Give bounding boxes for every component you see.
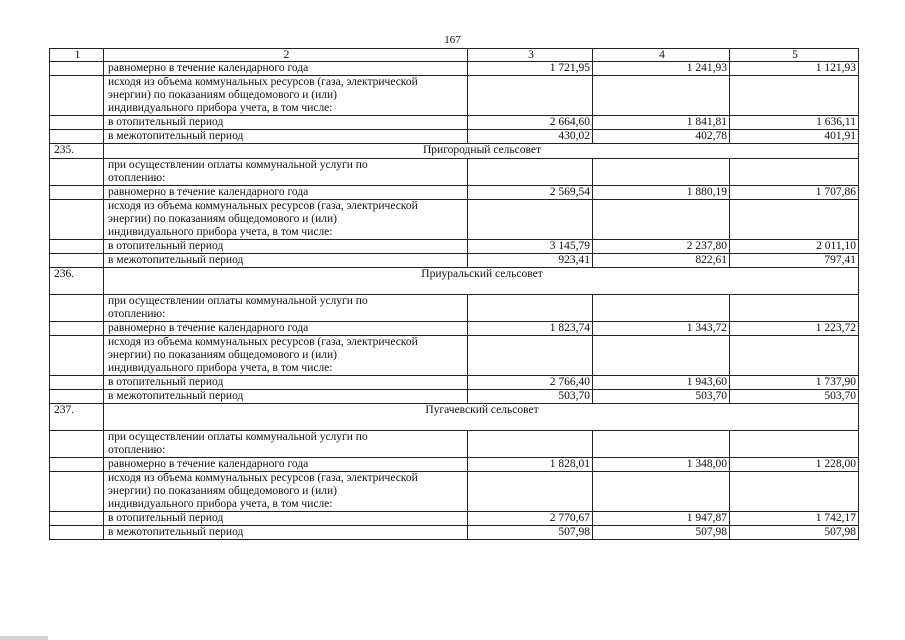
table-row <box>50 116 859 130</box>
value-cell <box>730 431 859 458</box>
value-cell <box>730 76 859 116</box>
value-cell: 2 237,80 <box>593 240 730 254</box>
value-cell <box>468 431 593 458</box>
row-label: в отопительный период <box>104 240 468 254</box>
value-cell <box>468 336 593 376</box>
column-header: 5 <box>730 49 859 62</box>
index-cell <box>50 200 104 240</box>
column-header: 1 <box>50 49 104 62</box>
index-cell <box>50 390 104 404</box>
value-cell: 1 721,95 <box>468 62 593 76</box>
table-row <box>50 390 859 404</box>
index-cell <box>50 240 104 254</box>
label-line: отоплению: <box>108 444 166 456</box>
index-cell <box>50 186 104 200</box>
index-cell <box>50 295 104 322</box>
label-line: исходя из объема коммунальных ресурсов (газа, электрической <box>108 76 418 88</box>
table-row <box>50 431 859 458</box>
label-line: при осуществлении оплаты коммунальной услуги по <box>108 159 368 171</box>
index-cell <box>50 526 104 540</box>
row-label: в межотопительный период <box>104 390 468 404</box>
index-cell <box>50 116 104 130</box>
page-number: 167 <box>444 34 461 46</box>
section-index: 237. <box>50 404 104 431</box>
value-cell: 1 828,01 <box>468 458 593 472</box>
value-cell: 1 880,19 <box>593 186 730 200</box>
table-row <box>50 130 859 144</box>
row-label: в отопительный период <box>104 512 468 526</box>
index-cell <box>50 376 104 390</box>
value-cell <box>593 336 730 376</box>
value-cell <box>593 431 730 458</box>
value-cell: 1 348,00 <box>593 458 730 472</box>
value-cell: 923,41 <box>468 254 593 268</box>
table-row <box>50 186 859 200</box>
index-cell <box>50 512 104 526</box>
table-row <box>50 376 859 390</box>
section-row <box>50 404 859 431</box>
value-cell: 1 823,74 <box>468 322 593 336</box>
label-line: индивидуального прибора учета, в том числе: <box>108 102 333 114</box>
label-line: при осуществлении оплаты коммунальной услуги по <box>108 295 368 307</box>
row-label <box>104 159 468 186</box>
row-label <box>104 200 468 240</box>
section-title: Пугачевский сельсовет <box>104 404 859 431</box>
value-cell: 2 766,40 <box>468 376 593 390</box>
value-cell: 1 636,11 <box>730 116 859 130</box>
table-row <box>50 159 859 186</box>
table-row <box>50 240 859 254</box>
value-cell: 2 011,10 <box>730 240 859 254</box>
value-cell <box>468 200 593 240</box>
value-cell <box>593 472 730 512</box>
value-cell: 1 943,60 <box>593 376 730 390</box>
value-cell <box>593 295 730 322</box>
value-cell <box>730 336 859 376</box>
value-cell: 401,91 <box>730 130 859 144</box>
row-label: в межотопительный период <box>104 254 468 268</box>
index-cell <box>50 322 104 336</box>
value-cell: 1 343,72 <box>593 322 730 336</box>
value-cell: 430,02 <box>468 130 593 144</box>
column-header: 3 <box>468 49 593 62</box>
row-label <box>104 76 468 116</box>
label-line: отоплению: <box>108 308 166 320</box>
value-cell: 2 664,60 <box>468 116 593 130</box>
label-line: энергии) по показаниям общедомового и (или) <box>108 89 337 101</box>
value-cell <box>468 295 593 322</box>
table-row <box>50 336 859 376</box>
value-cell: 503,70 <box>593 390 730 404</box>
table-row <box>50 254 859 268</box>
section-title: Пригородный сельсовет <box>104 144 859 159</box>
section-row <box>50 268 859 295</box>
label-line: при осуществлении оплаты коммунальной услуги по <box>108 431 368 443</box>
value-cell: 2 770,67 <box>468 512 593 526</box>
value-cell: 507,98 <box>468 526 593 540</box>
column-header: 2 <box>104 49 468 62</box>
value-cell <box>730 295 859 322</box>
value-cell: 1 841,81 <box>593 116 730 130</box>
table-row <box>50 295 859 322</box>
row-label <box>104 431 468 458</box>
value-cell <box>468 76 593 116</box>
label-line: исходя из объема коммунальных ресурсов (газа, электрической <box>108 336 418 348</box>
value-cell: 2 569,54 <box>468 186 593 200</box>
value-cell: 1 241,93 <box>593 62 730 76</box>
value-cell: 503,70 <box>468 390 593 404</box>
value-cell <box>593 159 730 186</box>
row-label: в межотопительный период <box>104 526 468 540</box>
table-header-row <box>50 49 859 62</box>
value-cell: 507,98 <box>730 526 859 540</box>
value-cell: 402,78 <box>593 130 730 144</box>
row-label: в отопительный период <box>104 376 468 390</box>
value-cell: 1 737,90 <box>730 376 859 390</box>
table-row <box>50 526 859 540</box>
row-label: в межотопительный период <box>104 130 468 144</box>
index-cell <box>50 431 104 458</box>
value-cell: 822,61 <box>593 254 730 268</box>
row-label <box>104 295 468 322</box>
table-row <box>50 458 859 472</box>
value-cell <box>730 200 859 240</box>
index-cell <box>50 76 104 116</box>
index-cell <box>50 159 104 186</box>
row-label: равномерно в течение календарного года <box>104 186 468 200</box>
table-row <box>50 472 859 512</box>
row-label: в отопительный период <box>104 116 468 130</box>
index-cell <box>50 458 104 472</box>
value-cell: 1 947,87 <box>593 512 730 526</box>
value-cell <box>730 159 859 186</box>
index-cell <box>50 62 104 76</box>
value-cell: 1 121,93 <box>730 62 859 76</box>
table-row <box>50 62 859 76</box>
index-cell <box>50 472 104 512</box>
row-label: равномерно в течение календарного года <box>104 322 468 336</box>
section-index: 235. <box>50 144 104 159</box>
label-line: энергии) по показаниям общедомового и (или) <box>108 349 337 361</box>
value-cell <box>593 200 730 240</box>
column-header: 4 <box>593 49 730 62</box>
value-cell: 503,70 <box>730 390 859 404</box>
label-line: энергии) по показаниям общедомового и (или) <box>108 213 337 225</box>
section-title: Приуральский сельсовет <box>104 268 859 295</box>
value-cell <box>468 472 593 512</box>
row-label: равномерно в течение календарного года <box>104 62 468 76</box>
value-cell: 1 707,86 <box>730 186 859 200</box>
label-line: отоплению: <box>108 172 166 184</box>
label-line: индивидуального прибора учета, в том числе: <box>108 362 333 374</box>
table-row <box>50 512 859 526</box>
label-line: энергии) по показаниям общедомового и (или) <box>108 485 337 497</box>
table-row <box>50 76 859 116</box>
value-cell: 3 145,79 <box>468 240 593 254</box>
table-row <box>50 200 859 240</box>
section-index: 236. <box>50 268 104 295</box>
value-cell: 1 742,17 <box>730 512 859 526</box>
value-cell: 797,41 <box>730 254 859 268</box>
label-line: индивидуального прибора учета, в том числе: <box>108 226 333 238</box>
table-row <box>50 322 859 336</box>
index-cell <box>50 254 104 268</box>
scan-edge-mark <box>0 636 48 640</box>
label-line: исходя из объема коммунальных ресурсов (газа, электрической <box>108 472 418 484</box>
row-label <box>104 472 468 512</box>
value-cell: 507,98 <box>593 526 730 540</box>
index-cell <box>50 336 104 376</box>
value-cell: 1 223,72 <box>730 322 859 336</box>
row-label: равномерно в течение календарного года <box>104 458 468 472</box>
label-line: исходя из объема коммунальных ресурсов (газа, электрической <box>108 200 418 212</box>
value-cell <box>593 76 730 116</box>
index-cell <box>50 130 104 144</box>
value-cell: 1 228,00 <box>730 458 859 472</box>
row-label <box>104 336 468 376</box>
value-cell <box>730 472 859 512</box>
section-row <box>50 144 859 159</box>
value-cell <box>468 159 593 186</box>
tariff-table <box>49 48 859 540</box>
label-line: индивидуального прибора учета, в том числе: <box>108 498 333 510</box>
